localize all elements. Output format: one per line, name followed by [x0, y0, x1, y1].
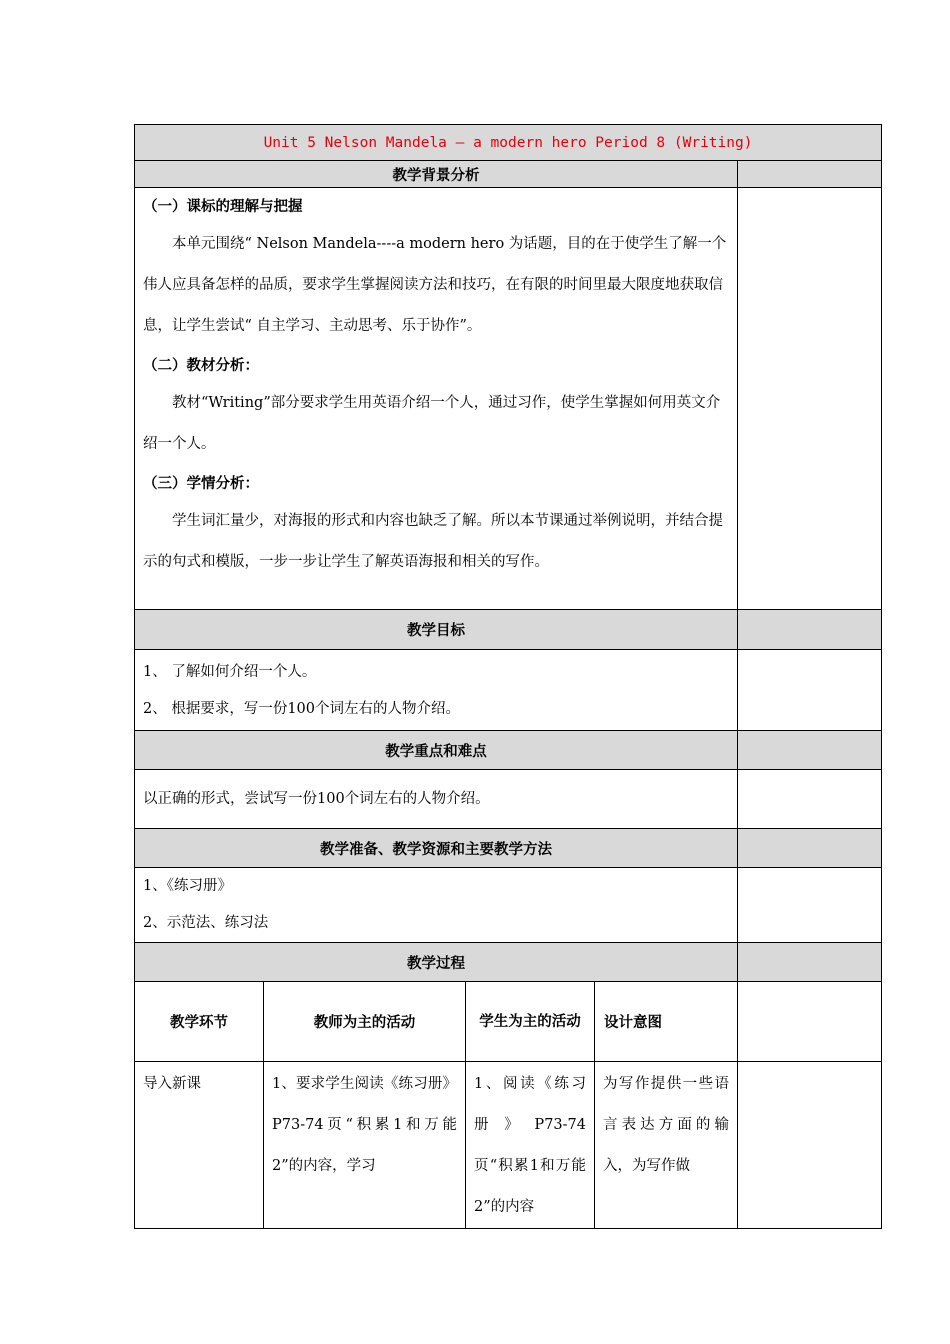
preparation-item: 1、《练习册》: [143, 878, 232, 894]
student-analysis-title: （三）学情分析：: [143, 475, 259, 492]
title-row: [135, 125, 882, 161]
process-column-headers: [135, 982, 882, 1062]
background-content: [135, 188, 738, 610]
section-header-process: [135, 943, 882, 982]
background-content-row: [135, 188, 882, 610]
key-points-heading: 教学重点和难点: [135, 731, 738, 770]
preparation-content: [135, 868, 738, 943]
background-heading: 教学背景分析: [135, 161, 738, 188]
preparation-content-row: [135, 868, 882, 943]
objectives-content-row: [135, 650, 882, 731]
key-points-text: 以正确的形式，尝试写一份100个词左右的人物介绍。: [143, 790, 490, 807]
preparation-item: 2、示范法、练习法: [143, 915, 269, 931]
objectives-content: [135, 650, 738, 731]
page-title: Unit 5 Nelson Mandela — a modern hero Period 8 (Writing): [135, 125, 882, 161]
design-purpose-cell: 为写作提供一些语言表达方面的输入，为写作做: [595, 1062, 738, 1229]
section-header-objectives: [135, 610, 882, 650]
process-heading: 教学过程: [135, 943, 738, 982]
column-header-stage: 教学环节: [135, 982, 264, 1062]
key-points-content-row: [135, 770, 882, 829]
teacher-activity-cell: 1、要求学生阅读《练习册》P73-74页“积累1和万能2”的内容，学习: [264, 1062, 466, 1229]
textbook-analysis-title: （二）教材分析：: [143, 357, 259, 374]
objective-item: 2、 根据要求，写一份100个词左右的人物介绍。: [143, 701, 461, 717]
objectives-heading: 教学目标: [135, 610, 738, 650]
textbook-analysis-text: 教材“Writing”部分要求学生用英语介绍一个人，通过习作，使学生掌握如何用英文介绍一个人。: [143, 395, 721, 452]
lesson-plan-table: [134, 124, 882, 1229]
objective-item: 1、 了解如何介绍一个人。: [143, 664, 317, 680]
stage-cell: 导入新课: [135, 1062, 264, 1229]
student-activity-cell: 1、阅读《练习册》P73-74页“积累1和万能2”的内容: [466, 1062, 595, 1229]
table-row: [135, 1062, 882, 1229]
standard-understanding-text: 本单元围绕“ Nelson Mandela----a modern hero 为话题，目的在于使学生了解一个伟人应具备怎样的品质，要求学生掌握阅读方法和技巧，在有限的时间里最大限度地获取信息，让学生尝试“ 自主学习、主动思考、乐于协作”。: [143, 236, 727, 334]
column-header-design-purpose: 设计意图: [595, 982, 738, 1062]
section-header-key-points: [135, 731, 882, 770]
standard-understanding-title: （一）课标的理解与把握: [143, 198, 303, 215]
key-points-content: [135, 770, 738, 829]
preparation-heading: 教学准备、教学资源和主要教学方法: [135, 829, 738, 868]
section-header-background: [135, 161, 882, 188]
section-header-preparation: [135, 829, 882, 868]
column-header-student-activity: 学生为主的活动: [466, 982, 595, 1062]
student-analysis-text: 学生词汇量少，对海报的形式和内容也缺乏了解。所以本节课通过举例说明，并结合提示的句式和模版，一步一步让学生了解英语海报和相关的写作。: [143, 513, 723, 570]
column-header-teacher-activity: 教师为主的活动: [264, 982, 466, 1062]
